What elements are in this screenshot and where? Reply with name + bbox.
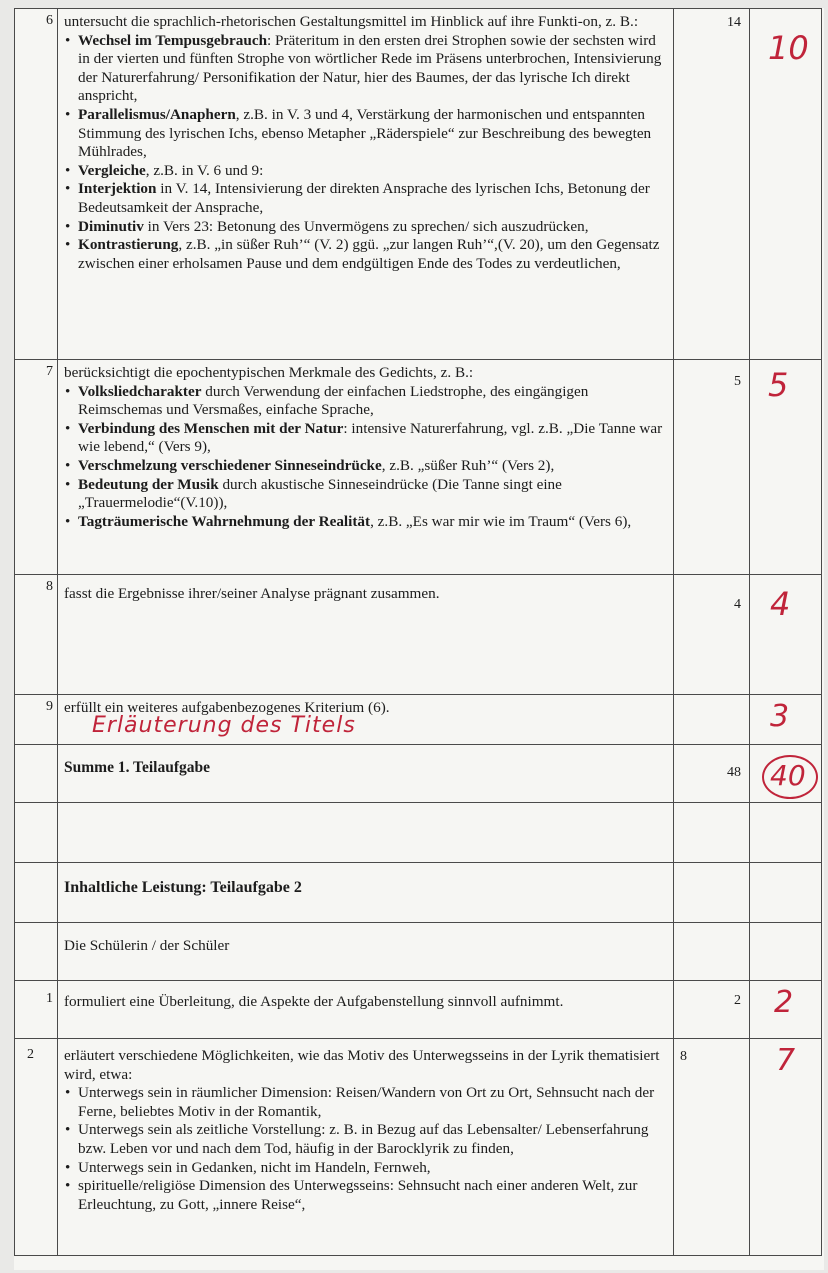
score-cell — [749, 981, 822, 1038]
sum-label: Summe 1. Teilaufgabe — [64, 759, 210, 776]
criterion-text — [58, 1039, 673, 1255]
criterion-number: 8 — [14, 575, 58, 694]
criterion-number: 2 — [14, 1039, 58, 1255]
max-points: 2 — [673, 981, 749, 1038]
score-cell — [749, 923, 822, 980]
handwritten-score: 2 — [774, 985, 794, 1020]
criterion-bullets — [64, 383, 663, 532]
criterion-number: 1 — [14, 981, 58, 1038]
max-points — [673, 923, 749, 980]
criterion-number — [14, 803, 58, 862]
criterion-text — [58, 695, 673, 744]
score-cell — [749, 575, 822, 694]
handwritten-score: 5 — [768, 366, 789, 404]
max-points — [673, 695, 749, 744]
score-cell — [749, 1039, 822, 1255]
max-points: 14 — [673, 9, 749, 359]
bullet-item: • Parallelismus/Anaphern, z.B. in V. 3 und 4, Verstärkung der harmonischen und entspannten Stimmung des lyrischen Ichs, ebenso Metapher „Räderspiele“ zur Beschreibung des bewegten Mühlrades, — [64, 106, 663, 162]
max-points: 5 — [673, 360, 749, 574]
criterion-row-8 — [14, 575, 822, 695]
bullet-item: • Diminutiv in Vers 23: Betonung des Unvermögens zu sprechen/ sich auszudrücken, — [64, 218, 663, 237]
criterion-text — [58, 981, 673, 1038]
subheading: Die Schülerin / der Schüler — [64, 937, 230, 954]
handwritten-score: 40 — [770, 759, 806, 792]
max-points — [673, 863, 749, 922]
bullet-item: • Bedeutung der Musik durch akustische Sinneseindrücke (Die Tanne singt eine „Trauermelodie“(V.10)), — [64, 476, 663, 513]
criterion-bullets — [64, 1084, 663, 1214]
bullet-item: • Unterwegs sein als zeitliche Vorstellung: z. B. in Bezug auf das Lebensalter/ Lebenserfahrung bzw. Leben vor und nach dem Tod, häufig in der Barocklyrik zu finden, — [64, 1121, 663, 1158]
bullet-item: • spirituelle/religiöse Dimension des Unterwegsseins: Sehnsucht nach einer anderen Welt, zur Erleuchtung, zu Gott, „innere Reise“, — [64, 1177, 663, 1214]
bullet-item: • Verbindung des Menschen mit der Natur: intensive Naturerfahrung, vgl. z.B. „Die Tanne war wie lebend,“ (Vers 9), — [64, 420, 663, 457]
subheading-cell — [58, 923, 673, 980]
handwritten-score: 3 — [770, 699, 790, 734]
criterion-text — [58, 9, 673, 359]
bullet-item: • Volksliedcharakter durch Verwendung der einfachen Liedstrophe, des eingängigen Reimschemas und Versmaßes, einfache Sprache, — [64, 383, 663, 420]
section-heading-row — [14, 863, 822, 923]
score-cell — [749, 360, 822, 574]
criterion-text — [58, 360, 673, 574]
bullet-item: • Unterwegs sein in räumlicher Dimension: Reisen/Wandern von Ort zu Ort, Sehnsucht nach der Ferne, beliebtes Motiv in der Romantik, — [64, 1084, 663, 1121]
criterion-text — [58, 803, 673, 862]
bullet-item: • Vergleiche, z.B. in V. 6 und 9: — [64, 162, 663, 181]
criterion-intro: untersucht die sprachlich-rhetorischen Gestaltungsmittel im Hinblick auf ihre Funkti-on, z. B.: — [64, 13, 639, 30]
sum-row — [14, 745, 822, 803]
criterion-number: 7 — [14, 360, 58, 574]
handwritten-note: Erläuterung des Titels — [92, 713, 356, 738]
handwritten-score: 4 — [770, 585, 791, 623]
criterion-row-2-1 — [14, 981, 822, 1039]
criterion-number — [14, 745, 58, 802]
criterion-intro: erläutert verschiedene Möglichkeiten, wie das Motiv des Unterwegsseins in der Lyrik thematisiert wird, etwa: — [64, 1047, 660, 1083]
sum-label-cell — [58, 745, 673, 802]
criterion-intro: berücksichtigt die epochentypischen Merkmale des Gedichts, z. B.: — [64, 364, 474, 381]
criterion-intro: fasst die Ergebnisse ihrer/seiner Analyse prägnant zusammen. — [64, 585, 440, 602]
handwritten-score: 10 — [768, 29, 809, 67]
score-cell — [749, 863, 822, 922]
bullet-item: • Unterwegs sein in Gedanken, nicht im Handeln, Fernweh, — [64, 1159, 663, 1178]
bullet-item: • Interjektion in V. 14, Intensivierung der direkten Ansprache des lyrischen Ichs, Betonung der Bedeutsamkeit der Ansprache, — [64, 180, 663, 217]
criterion-text — [58, 575, 673, 694]
subheading-row — [14, 923, 822, 981]
criterion-row-2-2 — [14, 1039, 822, 1256]
criterion-intro: erfüllt ein weiteres aufgabenbezogenes Kriterium (6). — [64, 699, 390, 716]
handwritten-score: 7 — [776, 1043, 796, 1078]
criterion-row-9 — [14, 695, 822, 745]
bullet-item: • Kontrastierung, z.B. „in süßer Ruh’“ (V. 2) ggü. „zur langen Ruh’“,(V. 20), um den Gegensatz zwischen einer erholsamen Pause und dem endgültigen Ende des Todes zu verdeutlichen, — [64, 236, 663, 273]
section-heading-cell — [58, 863, 673, 922]
score-cell — [749, 745, 822, 802]
bullet-item: • Verschmelzung verschiedener Sinneseindrücke, z.B. „süßer Ruh’“ (Vers 2), — [64, 457, 663, 476]
max-points — [673, 803, 749, 862]
criterion-intro: formuliert eine Überleitung, die Aspekte der Aufgabenstellung sinnvoll aufnimmt. — [64, 993, 564, 1010]
max-points: 48 — [673, 745, 749, 802]
empty-row — [14, 803, 822, 863]
score-cell — [749, 695, 822, 744]
section-heading: Inhaltliche Leistung: Teilaufgabe 2 — [64, 879, 302, 896]
criterion-number — [14, 923, 58, 980]
criterion-bullets — [64, 32, 663, 274]
criterion-row-7 — [14, 360, 822, 575]
rubric-sheet — [14, 8, 824, 1270]
criterion-number: 9 — [14, 695, 58, 744]
bullet-item: • Tagträumerische Wahrnehmung der Realität, z.B. „Es war mir wie im Traum“ (Vers 6), — [64, 513, 663, 532]
criterion-row-6 — [14, 8, 822, 360]
criterion-number: 6 — [14, 9, 58, 359]
bullet-item: • Wechsel im Tempusgebrauch: Präteritum in den ersten drei Strophen sowie der sechsten wird in der vierten und fünften Strophe von wörtlicher Rede im Präsens unterbrochen, Intensivierung der Naturerfahrung/ Personifikation der Natur, hier des Baumes, der das lyrische Ich direkt anspricht, — [64, 32, 663, 106]
max-points: 4 — [673, 575, 749, 694]
criterion-number — [14, 863, 58, 922]
max-points: 8 — [673, 1039, 749, 1255]
score-cell — [749, 803, 822, 862]
score-cell — [749, 9, 822, 359]
